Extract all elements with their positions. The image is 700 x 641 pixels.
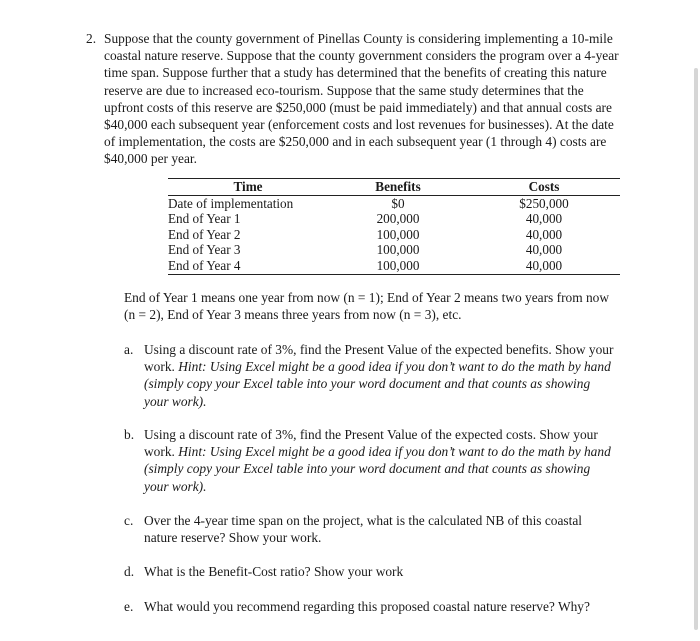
part-e xyxy=(124,598,614,615)
cell-costs: 40,000 xyxy=(525,226,563,242)
vertical-scrollbar[interactable] xyxy=(694,68,698,630)
part-a-text: Using a discount rate of 3%, find the Present Value of the expected benefits. Show your work. xyxy=(144,342,614,375)
part-c xyxy=(124,512,614,546)
header-costs: Costs xyxy=(468,179,620,196)
part-b-text: Using a discount rate of 3%, find the Present Value of the expected costs. Show your work. xyxy=(144,427,598,460)
problem-intro: Suppose that the county government of Pinellas County is considering implementing a 10-mile coastal nature reserve. Suppose that the county government considers the program over a 4-year time span. Suppose further that a study has determined that the benefits of creating this nature reserve are due to increased eco-tourism. Suppose that the same study determines that the upfront costs of this reserve are $250,000 (must be paid immediately) and that annual costs are $40,000 each subsequent year (enforcement costs and lost revenues for businesses). At the date of implementation, the costs are $250,000 and in each subsequent year (1 through 4) costs are $40,000 per year. xyxy=(104,31,619,167)
header-benefits: Benefits xyxy=(328,179,468,196)
part-d-letter: d. xyxy=(124,564,135,579)
cell-benefits: $0 xyxy=(391,195,405,211)
table-row xyxy=(168,227,620,243)
cell-time: Date of implementation xyxy=(168,195,294,211)
table-row xyxy=(168,211,620,227)
cell-time: End of Year 1 xyxy=(168,211,241,227)
cell-benefits: 200,000 xyxy=(376,211,420,227)
cell-benefits: 100,000 xyxy=(376,226,420,242)
part-b-body xyxy=(144,426,614,495)
problem-number: 2. xyxy=(86,31,97,46)
table-row xyxy=(168,258,620,274)
cell-costs: 40,000 xyxy=(468,258,620,274)
part-b-hint: Hint: Using Excel might be a good idea if you don’t want to do the math by hand (simply copy your Excel table into your word document and that counts as showing your work). xyxy=(144,444,611,494)
cell-benefits: 100,000 xyxy=(328,258,468,274)
cell-costs: $250,000 xyxy=(519,195,569,211)
cell-time: End of Year 4 xyxy=(168,258,328,274)
header-time: Time xyxy=(168,179,328,196)
part-b xyxy=(124,426,614,495)
part-d-text: What is the Benefit-Cost ratio? Show your work xyxy=(144,564,404,579)
part-a-hint: Hint: Using Excel might be a good idea if you don’t want to do the math by hand (simply copy your Excel table into your word document and that counts as showing your work). xyxy=(144,359,611,409)
problem-2 xyxy=(86,30,624,168)
cell-costs: 40,000 xyxy=(525,242,563,258)
part-a-letter: a. xyxy=(124,342,134,357)
table-row xyxy=(168,242,620,258)
part-d xyxy=(124,563,614,580)
year-explanation: End of Year 1 means one year from now (n = 1); End of Year 2 means two years from now (n = 2), End of Year 3 means three years from now (n = 3), etc. xyxy=(124,290,610,323)
part-a xyxy=(124,341,614,410)
cell-costs: 40,000 xyxy=(525,211,563,227)
cell-time: End of Year 3 xyxy=(168,242,241,258)
part-e-text: What would you recommend regarding this proposed coastal nature reserve? Why? xyxy=(144,599,590,614)
part-a-body xyxy=(144,341,614,410)
part-c-text: Over the 4-year time span on the project, what is the calculated NB of this coastal nature reserve? Show your work. xyxy=(144,513,583,546)
table-header-row xyxy=(168,179,620,196)
part-c-letter: c. xyxy=(124,513,134,528)
cell-benefits: 100,000 xyxy=(376,242,420,258)
cell-time: End of Year 2 xyxy=(168,226,241,242)
part-e-letter: e. xyxy=(124,599,134,614)
benefits-costs-table xyxy=(168,178,620,275)
part-b-letter: b. xyxy=(124,427,135,442)
table-row xyxy=(168,195,620,211)
